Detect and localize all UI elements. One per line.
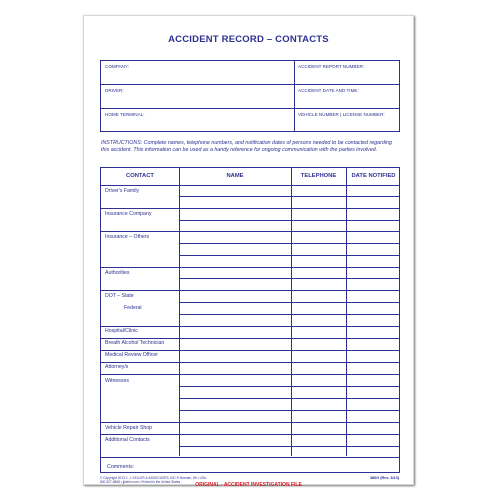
vehicle-license-label: VEHICLE NUMBER | LICENSE NUMBER:: [298, 112, 385, 117]
accident-info-box: [100, 60, 400, 132]
header-telephone: TELEPHONE: [300, 173, 337, 179]
row-witnesses: Witnesses: [105, 378, 129, 384]
report-number-label: ACCIDENT REPORT NUMBER:: [298, 64, 365, 69]
form-sheet: [83, 15, 414, 488]
row-dot-state: DOT – State: [105, 293, 134, 299]
row-vehicle-repair-shop: Vehicle Repair Shop: [105, 425, 153, 431]
instructions-body: Complete names, telephone numbers, and notification dates of persons needed to be contacted regarding this accident. This information can be used as a handy reference for ongoing communication with the parties involved.: [101, 140, 392, 153]
instructions-text: [101, 140, 401, 154]
header-contact: CONTACT: [126, 173, 154, 179]
header-date-notified: DATE NOTIFIED: [351, 173, 396, 179]
copy-designation: ORIGINAL - ACCIDENT INVESTIGATION FILE: [195, 482, 302, 488]
row-hospital-clinic: Hospital/Clinic: [105, 328, 138, 334]
form-title: ACCIDENT RECORD – CONTACTS: [168, 34, 329, 45]
row-breath-alcohol-technician: Breath Alcohol Technician: [105, 340, 165, 346]
company-label: COMPANY:: [105, 64, 129, 69]
copyright-line-1: © Copyright 2013 J. J. KELLER & ASSOCIATES, INC.® Neenah, WI • USA: [100, 476, 207, 480]
row-insurance-others: Insurance – Others: [105, 234, 150, 240]
row-additional-contacts: Additional Contacts: [105, 437, 150, 443]
driver-label: DRIVER:: [105, 88, 124, 93]
instructions-lead: INSTRUCTIONS:: [101, 140, 143, 146]
form-number: 386G (Rev. 3/13): [369, 476, 399, 480]
date-time-label: ACCIDENT DATE AND TIME:: [298, 88, 359, 93]
contacts-table: [100, 167, 400, 473]
row-insurance-company: Insurance Company: [105, 211, 152, 217]
row-dot-federal: Federal: [124, 305, 142, 311]
home-terminal-label: HOME TERMINAL:: [105, 112, 145, 117]
header-name: NAME: [226, 173, 244, 179]
row-medical-review-officer: Medical Review Officer: [105, 352, 158, 358]
row-authorities: Authorities: [105, 270, 130, 276]
row-attorneys: Attorney/s: [105, 364, 129, 370]
comments-label: Comments:: [107, 464, 135, 470]
row-drivers-family: Driver's Family: [105, 188, 140, 194]
copyright-line-2: 800-327-6868 • jjkeller.com • Printed in the United States: [100, 480, 181, 485]
